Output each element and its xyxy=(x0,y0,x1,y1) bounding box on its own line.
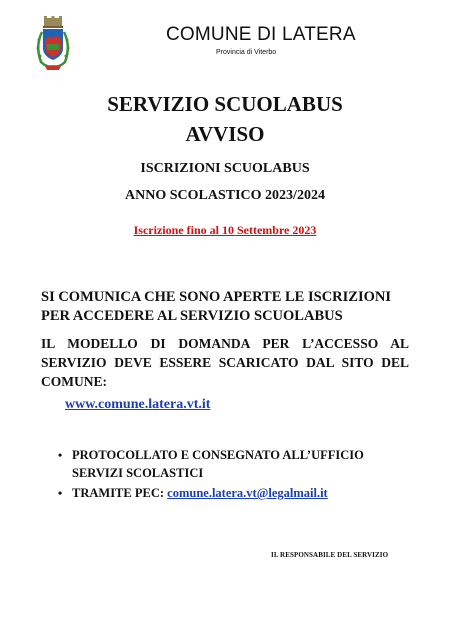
instructions-line: IL MODELLO DI DOMANDA PER L’ACCESSO AL xyxy=(41,336,409,351)
announcement-line: PER ACCEDERE AL SERVIZIO SCUOLABUS xyxy=(41,308,343,324)
delivery-methods-list xyxy=(58,446,418,502)
bullet-dot-icon: • xyxy=(58,448,63,462)
instructions-line: SERVIZIO DEVE ESSERE SCARICATO DAL SITO DEL xyxy=(41,355,409,370)
municipality-name: COMUNE DI LATERA xyxy=(166,24,356,45)
list-item xyxy=(58,446,418,482)
notice-subtitle: AVVISO xyxy=(185,122,265,146)
registration-heading: ISCRIZIONI SCUOLABUS xyxy=(140,161,310,176)
signature-line: IL RESPONSABILE DEL SERVIZIO xyxy=(271,551,389,559)
form-instructions-paragraph xyxy=(41,334,409,391)
website-link[interactable]: www.comune.latera.vt.it xyxy=(65,397,211,412)
bullet-dot-icon: • xyxy=(58,486,63,500)
service-title: SERVIZIO SCUOLABUS xyxy=(107,92,343,116)
delivery-item-line: PROTOCOLLATO E CONSEGNATO ALL’UFFICIO xyxy=(72,448,364,462)
announcement-line: SI COMUNICA CHE SONO APERTE LE ISCRIZIONI xyxy=(41,289,391,305)
announcement-paragraph xyxy=(41,288,421,326)
school-year-heading: ANNO SCOLASTICO 2023/2024 xyxy=(125,188,325,203)
province-name: Provincia di Viterbo xyxy=(216,49,277,56)
instructions-line: COMUNE: xyxy=(41,374,107,389)
coat-of-arms-icon xyxy=(33,16,73,76)
delivery-item-line: SERVIZI SCOLASTICI xyxy=(72,466,204,480)
pec-label: TRAMITE PEC: xyxy=(72,486,165,500)
list-item xyxy=(58,484,418,502)
pec-email-link[interactable]: comune.latera.vt@legalmail.it xyxy=(167,486,328,500)
deadline-notice: Iscrizione fino al 10 Settembre 2023 xyxy=(133,223,317,237)
